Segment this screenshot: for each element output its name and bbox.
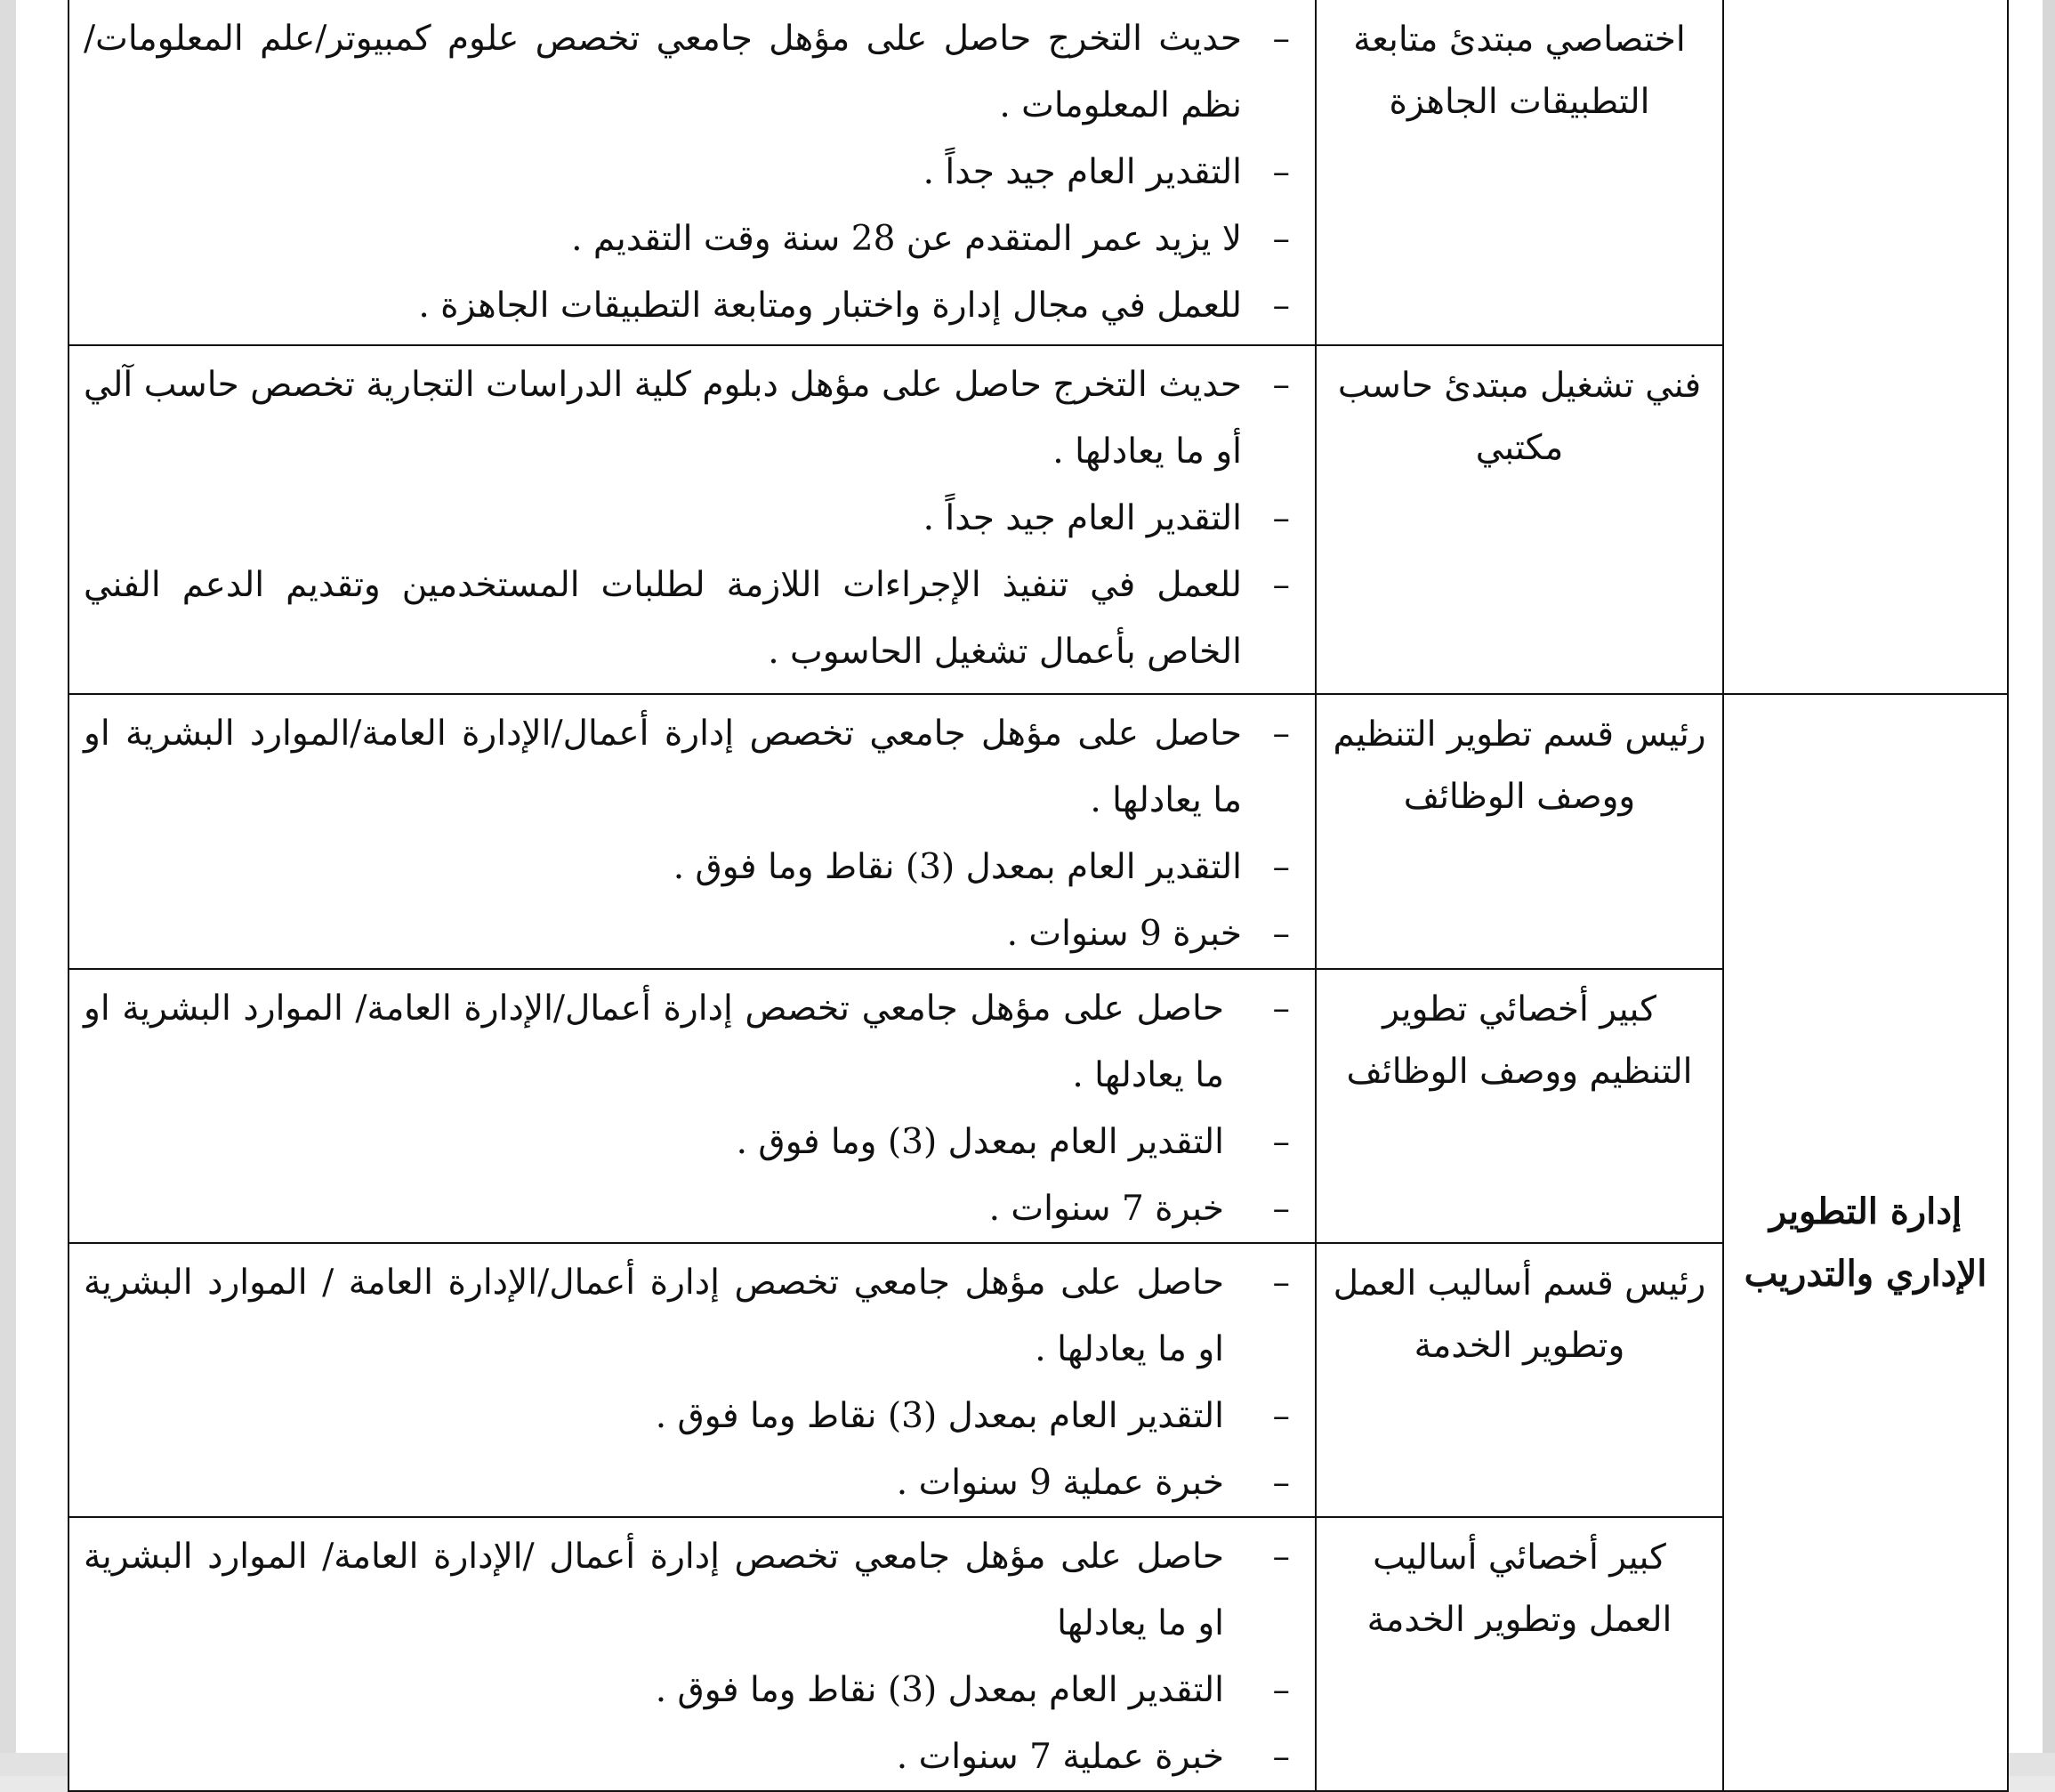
dash-bullet: – — [1272, 1670, 1290, 1710]
requirement-item: – لا يزيد عمر المتقدم عن 28 سنة وقت التقديم . — [84, 206, 1290, 272]
requirement-item: – للعمل في تنفيذ الإجراءات اللازمة لطلبات المستخدمين وتقديم الدعم الفني الخاص بأعمال تشغيل الحاسوب . — [84, 552, 1290, 685]
requirement-item: – حاصل على مؤهل جامعي تخصص إدارة أعمال/الإدارة العامة/الموارد البشرية او ما يعادلها . — [84, 700, 1290, 834]
dash-bullet: – — [1272, 152, 1290, 192]
dash-bullet: – — [1272, 1122, 1290, 1162]
requirement-item: – خبرة 7 سنوات . — [84, 1175, 1290, 1242]
department-cell — [1723, 0, 2008, 694]
requirements-list — [84, 1523, 1290, 1790]
requirement-item: – التقدير العام بمعدل (3) نقاط وما فوق . — [84, 1383, 1290, 1449]
dash-bullet: – — [1272, 1737, 1290, 1777]
requirements-cell — [68, 0, 1316, 345]
dash-bullet: – — [1272, 1263, 1290, 1303]
table-row — [68, 694, 2008, 969]
requirement-item: – التقدير العام جيد جداً . — [84, 139, 1290, 206]
table-row — [68, 1517, 2008, 1791]
dash-bullet: – — [1272, 714, 1290, 754]
page-edge-right — [2043, 0, 2055, 1776]
job-title-cell: كبير أخصائي تطوير التنظيم ووصف الوظائف — [1316, 969, 1723, 1243]
dash-bullet: – — [1272, 847, 1290, 887]
job-title-cell: فني تشغيل مبتدئ حاسب مكتبي — [1316, 345, 1723, 694]
requirements-list — [84, 975, 1290, 1242]
requirements-cell — [68, 969, 1316, 1243]
dash-bullet: – — [1272, 989, 1290, 1029]
requirement-item: – حاصل على مؤهل جامعي تخصص إدارة أعمال /الإدارة العامة/ الموارد البشرية او ما يعادلها — [84, 1523, 1290, 1657]
requirement-item: – التقدير العام بمعدل (3) نقاط وما فوق . — [84, 1657, 1290, 1723]
dash-bullet: – — [1272, 19, 1290, 59]
page-edge-left — [0, 0, 16, 1776]
dash-bullet: – — [1272, 286, 1290, 326]
table-row — [68, 969, 2008, 1243]
dash-bullet: – — [1272, 914, 1290, 954]
requirement-item: – خبرة عملية 7 سنوات . — [84, 1723, 1290, 1790]
requirements-list — [84, 1249, 1290, 1516]
dash-bullet: – — [1272, 1537, 1290, 1577]
table-row — [68, 1243, 2008, 1517]
requirement-item: – خبرة 9 سنوات . — [84, 900, 1290, 967]
dash-bullet: – — [1272, 1463, 1290, 1503]
requirement-item: – التقدير العام بمعدل (3) نقاط وما فوق . — [84, 834, 1290, 900]
table-row — [68, 345, 2008, 694]
requirements-cell — [68, 345, 1316, 694]
job-title-cell: اختصاصي مبتدئ متابعة التطبيقات الجاهزة — [1316, 0, 1723, 345]
dash-bullet: – — [1272, 1189, 1290, 1229]
job-title-cell: رئيس قسم تطوير التنظيم ووصف الوظائف — [1316, 694, 1723, 969]
requirement-item: – خبرة عملية 9 سنوات . — [84, 1449, 1290, 1516]
dash-bullet: – — [1272, 1396, 1290, 1436]
requirement-item: – التقدير العام بمعدل (3) وما فوق . — [84, 1109, 1290, 1175]
requirement-item: – للعمل في مجال إدارة واختبار ومتابعة التطبيقات الجاهزة . — [84, 272, 1290, 339]
requirement-item: – التقدير العام جيد جداً . — [84, 485, 1290, 552]
dash-bullet: – — [1272, 565, 1290, 605]
requirements-cell — [68, 1517, 1316, 1791]
requirement-item: – حاصل على مؤهل جامعي تخصص إدارة أعمال/الإدارة العامة/ الموارد البشرية او ما يعادلها . — [84, 975, 1290, 1109]
requirements-cell — [68, 1243, 1316, 1517]
requirements-list — [84, 700, 1290, 967]
dash-bullet: – — [1272, 365, 1290, 405]
requirements-list — [84, 5, 1290, 339]
requirements-cell — [68, 694, 1316, 969]
table-row — [68, 0, 2008, 345]
requirement-item: – حديث التخرج حاصل على مؤهل دبلوم كلية الدراسات التجارية تخصص حاسب آلي أو ما يعادلها . — [84, 351, 1290, 485]
requirement-item: – حاصل على مؤهل جامعي تخصص إدارة أعمال/الإدارة العامة / الموارد البشرية او ما يعادلها . — [84, 1249, 1290, 1383]
department-cell: إدارة التطوير الإداري والتدريب — [1723, 694, 2008, 1791]
jobs-table — [68, 0, 2009, 1792]
requirements-list — [84, 351, 1290, 685]
job-title-cell: رئيس قسم أساليب العمل وتطوير الخدمة — [1316, 1243, 1723, 1517]
job-title-cell: كبير أخصائي أساليب العمل وتطوير الخدمة — [1316, 1517, 1723, 1791]
dash-bullet: – — [1272, 498, 1290, 538]
dash-bullet: – — [1272, 219, 1290, 259]
requirement-item: – حديث التخرج حاصل على مؤهل جامعي تخصص علوم كمبيوتر/علم المعلومات/نظم المعلومات . — [84, 5, 1290, 139]
